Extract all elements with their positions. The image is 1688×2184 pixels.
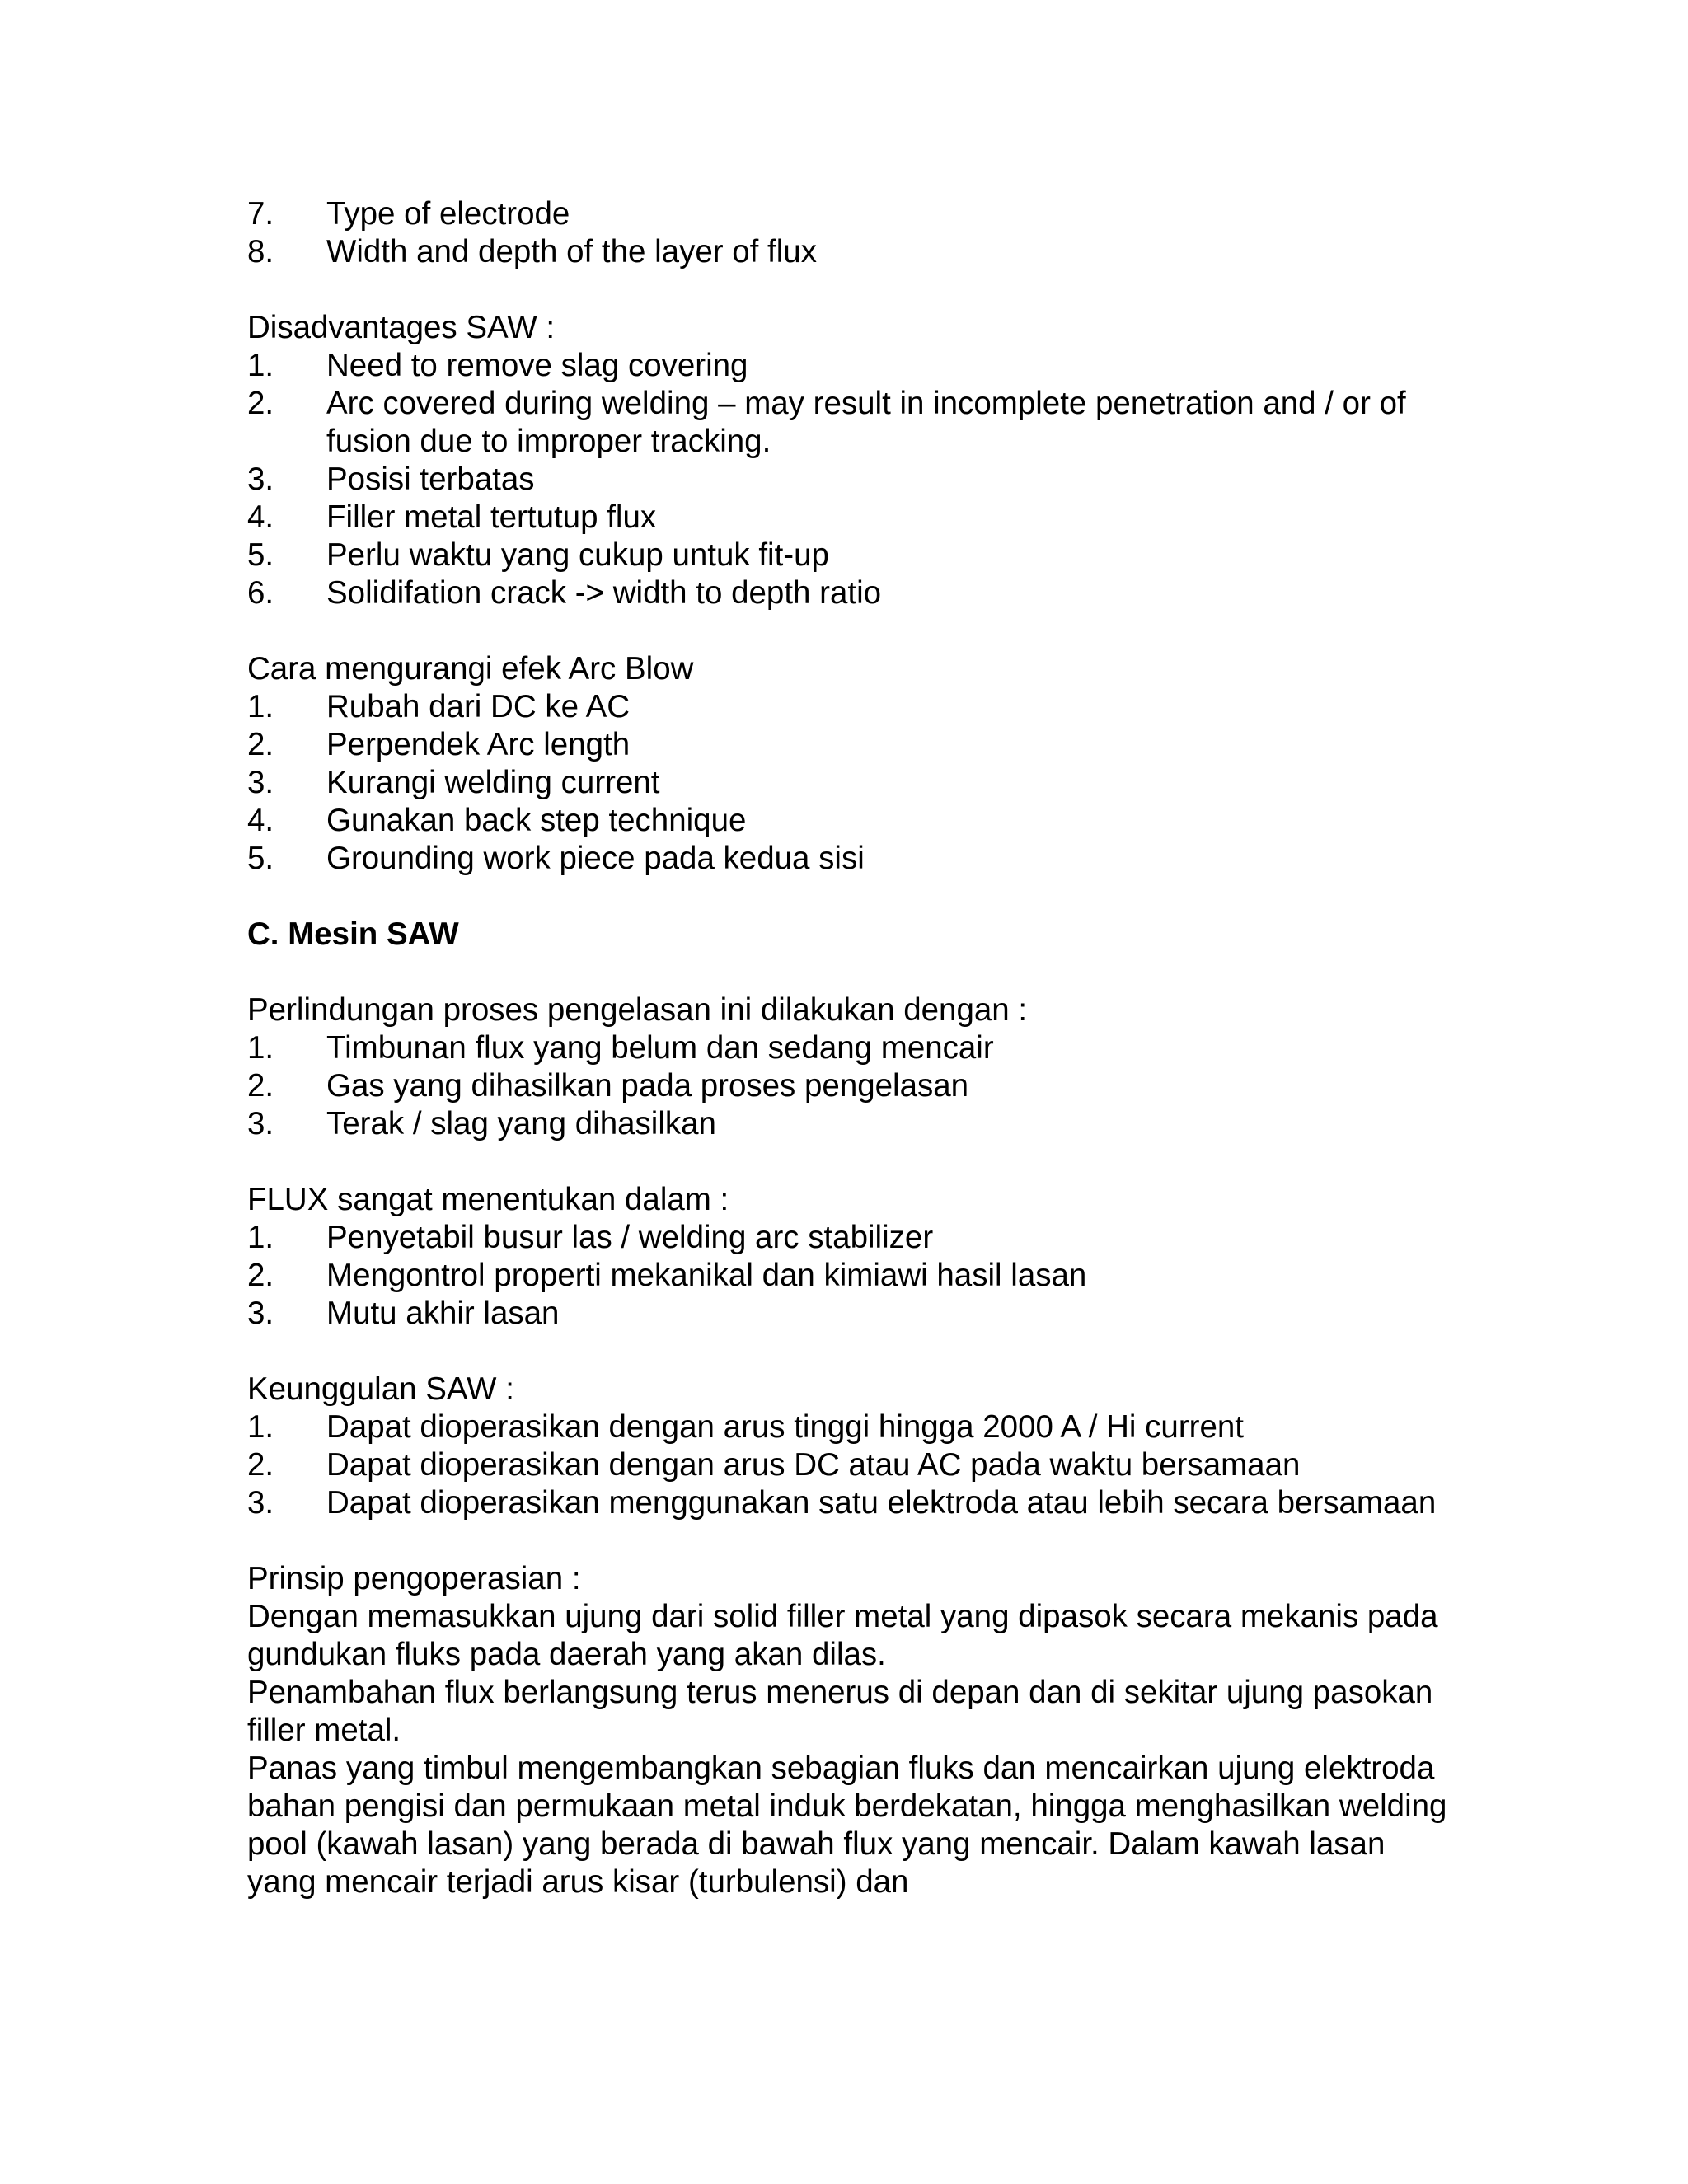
flux-list bbox=[247, 1219, 1451, 1333]
list-item: 4. Gunakan back step technique bbox=[247, 803, 747, 838]
list-item: 3. Dapat dioperasikan menggunakan satu elektroda atau lebih secara bersamaan bbox=[247, 1485, 1437, 1521]
disadvantages-title: Disadvantages SAW : bbox=[247, 310, 556, 345]
prinsip-title: Prinsip pengoperasian : bbox=[247, 1561, 581, 1596]
list-item: 5. Grounding work piece pada kedua sisi bbox=[247, 841, 865, 876]
disadvantages-list bbox=[247, 347, 1451, 612]
list-item: 3. Mutu akhir lasan bbox=[247, 1296, 560, 1331]
top-list bbox=[247, 195, 1451, 271]
keunggulan-title: Keunggulan SAW : bbox=[247, 1371, 514, 1407]
keunggulan-list bbox=[247, 1408, 1451, 1522]
list-item: 2. Arc covered during welding – may result in incomplete penetration and / or of fusion due to improper tracking. bbox=[247, 386, 1406, 459]
document-page bbox=[247, 195, 1451, 1901]
flux-title: FLUX sangat menentukan dalam : bbox=[247, 1182, 729, 1217]
prinsip-paragraph: Panas yang timbul mengembangkan sebagian fluks dan mencairkan ujung elektroda bahan pengisi dan permukaan metal induk berdekatan, hingga menghasilkan welding pool (kawah lasan) yang berada di bawah flux yang mencair. Dalam kawah lasan yang mencair terjadi arus kisar (turbulensi) dan bbox=[247, 1750, 1447, 1900]
list-item: 1. Dapat dioperasikan dengan arus tinggi hingga 2000 A / Hi current bbox=[247, 1409, 1244, 1445]
perlindungan-title: Perlindungan proses pengelasan ini dilakukan dengan : bbox=[247, 992, 1028, 1028]
list-item: 1. Rubah dari DC ke AC bbox=[247, 689, 631, 724]
list-item: 7. Type of electrode bbox=[247, 196, 570, 232]
arc-blow-title: Cara mengurangi efek Arc Blow bbox=[247, 651, 694, 687]
list-item: 5. Perlu waktu yang cukup untuk fit-up bbox=[247, 537, 829, 573]
list-item: 6. Solidifation crack -> width to depth ratio bbox=[247, 575, 882, 611]
list-item: 1. Timbunan flux yang belum dan sedang mencair bbox=[247, 1030, 994, 1066]
prinsip-paragraph: Dengan memasukkan ujung dari solid filler metal yang dipasok secara mekanis pada gundukan fluks pada daerah yang akan dilas. bbox=[247, 1599, 1438, 1672]
list-item: 2. Perpendek Arc length bbox=[247, 727, 631, 762]
arc-blow-list bbox=[247, 688, 1451, 878]
list-item: 2. Dapat dioperasikan dengan arus DC atau AC pada waktu bersamaan bbox=[247, 1447, 1301, 1483]
list-item: 2. Mengontrol properti mekanikal dan kimiawi hasil lasan bbox=[247, 1258, 1087, 1293]
list-item: 4. Filler metal tertutup flux bbox=[247, 499, 657, 535]
list-item: 1. Penyetabil busur las / welding arc stabilizer bbox=[247, 1220, 934, 1255]
section-heading: C. Mesin SAW bbox=[247, 916, 459, 952]
list-item: 3. Terak / slag yang dihasilkan bbox=[247, 1106, 716, 1141]
list-item: 2. Gas yang dihasilkan pada proses pengelasan bbox=[247, 1068, 969, 1104]
list-item: 1. Need to remove slag covering bbox=[247, 348, 748, 383]
perlindungan-list bbox=[247, 1029, 1451, 1143]
prinsip-paragraph: Penambahan flux berlangsung terus menerus di depan dan di sekitar ujung pasokan filler metal. bbox=[247, 1675, 1433, 1748]
list-item: 3. Kurangi welding current bbox=[247, 765, 660, 800]
list-item: 8. Width and depth of the layer of flux bbox=[247, 234, 817, 269]
list-item: 3. Posisi terbatas bbox=[247, 462, 535, 497]
